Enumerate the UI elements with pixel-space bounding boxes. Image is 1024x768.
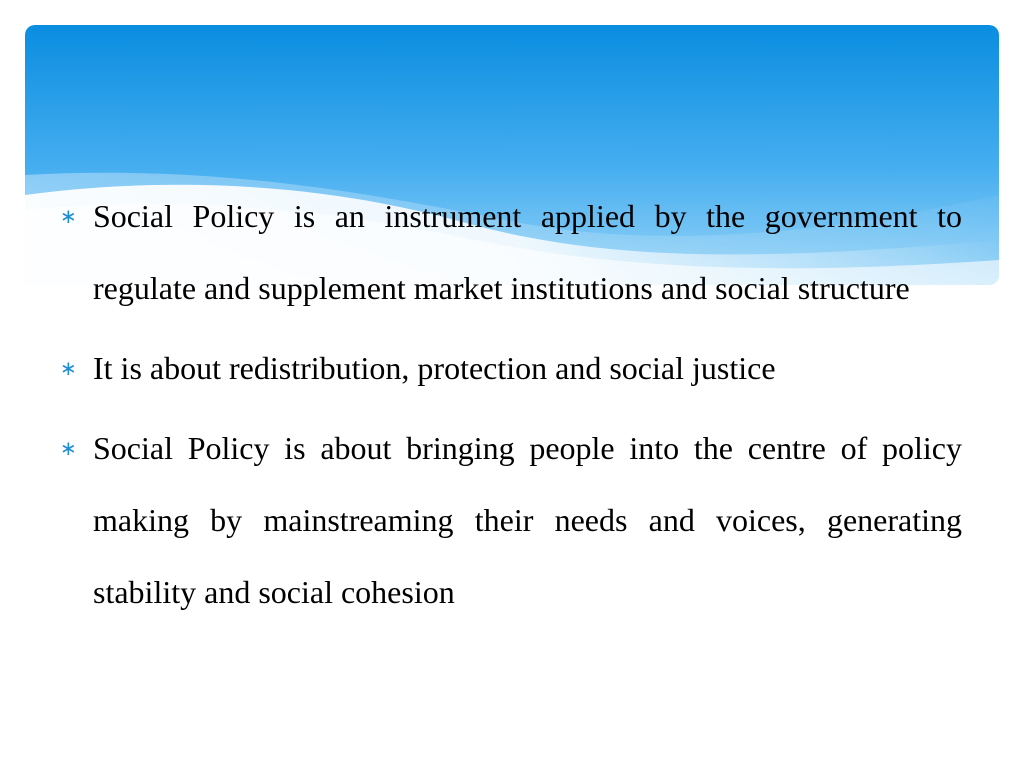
asterisk-bullet-icon: ∗ — [60, 436, 77, 460]
bullet-item — [60, 332, 962, 404]
bullet-text: Social Policy is an instrument applied by the government to regulate and supplement market institutions and social structure — [93, 198, 962, 306]
bullet-item — [60, 180, 962, 324]
bullet-text: It is about redistribution, protection and social justice — [93, 350, 776, 386]
asterisk-bullet-icon: ∗ — [60, 356, 77, 380]
bullet-list — [60, 180, 962, 636]
asterisk-bullet-icon: ∗ — [60, 204, 77, 228]
bullet-text: Social Policy is about bringing people into the centre of policy making by mainstreaming their needs and voices, generating stability and social cohesion — [93, 430, 962, 610]
bullet-item — [60, 412, 962, 628]
